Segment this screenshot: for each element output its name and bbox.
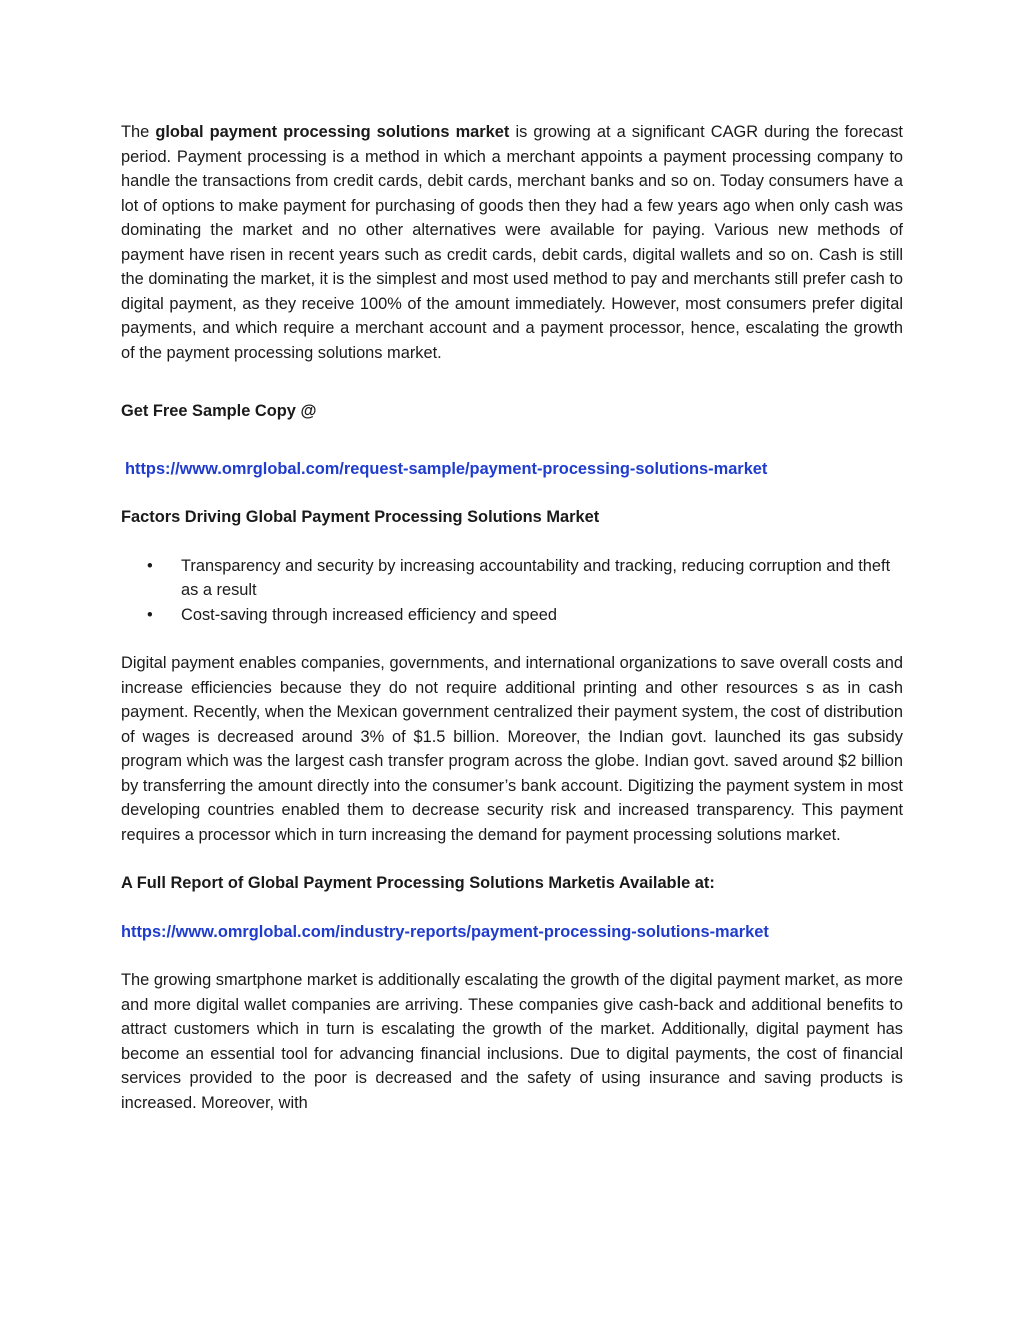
list-item-text: Transparency and security by increasing accountability and tracking, reducing corruption and theft as a result [181,556,891,599]
smartphone-paragraph: The growing smartphone market is additionally escalating the growth of the digital payment market, as more and more digital wallet companies are arriving. These companies give cash-back and additional benefits to attract customers which in turn is escalating the growth of the market. Additionally, digital payment has become an essential tool for advancing financial inclusions. Due to digital payments, the cost of financial services provided to the poor is decreased and the safety of using insurance and saving products is increased. Moreover, with [121,971,903,1112]
intro-rest: is growing at a significant CAGR during the forecast period. Payment processing is a method in which a merchant appoints a payment processing company to handle the transactions from credit cards, debit cards, merchant banks and so on. Today consumers have a lot of options to make payment for purchasing of goods then they had a few years ago when only cash was dominating the market and no other alternatives were available for paying. Various new methods of payment have risen in recent years such as credit cards, debit cards, digital wallets and so on. Cash is still the dominating the market, it is the simplest and most used method to pay and merchants still prefer cash to digital payment, as they receive 100% of the amount immediately. However, most consumers prefer digital payments, and which require a merchant account and a payment processor, hence, escalating the growth of the payment processing solutions market. [121,123,903,362]
report-link[interactable]: https://www.omrglobal.com/industry-reports/payment-processing-solutions-market [121,922,769,941]
list-item [121,554,903,603]
document-page [121,120,903,1115]
bullet-icon: • [147,556,153,575]
list-item [121,603,903,628]
digital-payment-paragraph: Digital payment enables companies, governments, and international organizations to save overall costs and increase efficiencies because they do not require additional printing and other resources s as in cash payment. Recently, when the Mexican government centralized their payment system, the cost of distribution of wages is decreased around 3% of $1.5 billion. Moreover, the Indian govt. launched its gas subsidy program which was the largest cash transfer program across the globe. Indian govt. saved around $2 billion by transferring the amount directly into the consumer’s bank account. Digitizing the payment system in most developing countries enabled them to decrease security risk and increased transparency. This payment requires a processor which in turn increasing the demand for payment processing solutions market. [121,654,903,844]
factors-heading: Factors Driving Global Payment Processing Solutions Market [121,508,600,526]
factors-list [121,554,903,628]
bullet-icon: • [147,605,153,624]
intro-paragraph [121,120,903,365]
intro-lead: The [121,123,156,141]
list-item-text: Cost-saving through increased efficiency and speed [181,605,558,624]
report-heading: A Full Report of Global Payment Processing Solutions Marketis Available at: [121,874,715,892]
intro-bold-term: global payment processing solutions market [155,123,510,141]
sample-link[interactable]: https://www.omrglobal.com/request-sample/payment-processing-solutions-market [125,459,768,478]
sample-heading: Get Free Sample Copy @ [121,402,317,420]
